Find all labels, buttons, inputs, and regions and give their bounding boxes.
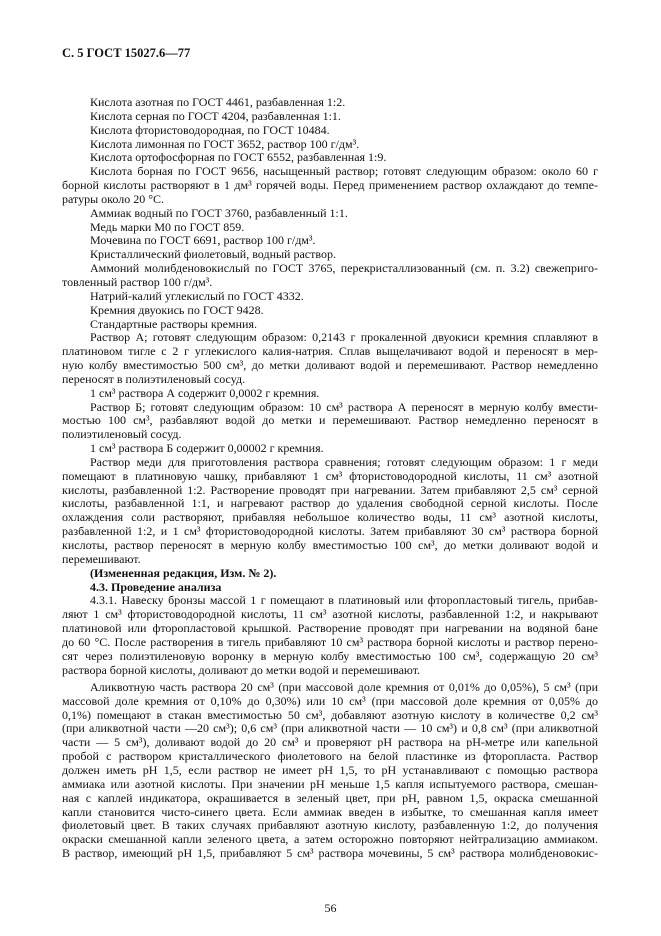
text-line: кислоты, раствор переносят в мерную колбу вместимостью 100 см³, до метки доливают водой и [62,538,598,552]
text-line: пробой с раствором кристаллического фиолетового на белой пластинке из фторопласта. Раствор [62,749,598,764]
text-line: Кремния двуокись по ГОСТ 9428. [90,302,264,317]
paragraph [62,681,598,861]
text-line: Кислота ортофосфорная по ГОСТ 6552, разбавленная 1:9. [90,150,387,165]
text-line: Раствор А; готовят следующим образом: 0,2143 г прокаленной двуокиси кремния сплавляют в [90,330,598,345]
text-line: переносят в полиэтиленовый сосуд. [62,371,246,386]
text-line: Аммоний молибденовокислый по ГОСТ 3765, перекристаллизованный (см. п. 3.2) свежеприго- [90,261,598,276]
text-line: Аммиак водный по ГОСТ 3760, разбавленный 1:1. [90,205,348,220]
paragraph [62,207,598,221]
paragraph [62,110,598,124]
text-line: Кислота серная по ГОСТ 4204, разбавленная 1:1. [90,108,341,123]
text-line: помещают в платиновую чашку, прибавляют 1 см³ фтористоводородной кислоты, 11 см³ азотной [62,468,598,483]
text-line: Кислота азотная по ГОСТ 4461, разбавленная 1:2. [90,95,346,109]
paragraph [62,304,598,318]
text-line: Аликвотную часть раствора 20 см³ (при массовой доле кремния от 0,01% до 0,05%), 5 см³ (при [90,679,598,694]
text-line: аммиака или азотной кислоты. При значении рН меньше 1,5 капля испытуемого раствора, смешан- [62,776,598,791]
paragraph [62,387,598,401]
text-line: мостью 100 см³, разбавляют водой до метки и перемешивают. Раствор немедленно переносят в [62,413,598,428]
text-line: 4.3. Проведение анализа [90,579,222,594]
paragraph [62,96,598,110]
paragraph [62,331,598,386]
text-line: товленный раствор 100 г/дм³. [62,274,213,289]
text-line: борной кислоты растворяют в 1 дм³ горячей воды. Перед применением раствор охлаждают до темпе- [62,178,598,193]
paragraph [62,151,598,165]
text-line: Кислота фтористоводородная, по ГОСТ 10484. [90,122,330,137]
text-line: Кислота лимонная по ГОСТ 3652, раствор 100 г/дм³. [90,136,360,151]
text-line: ратуры около 20 °С. [62,191,165,206]
text-line: окраски смешанной капли зеленого цвета, а затем осторожно повторяют нейтрализацию аммиаком. [62,832,598,847]
text-line: ную колбу вместимостью 500 см³, до метки доливают водой и перемешивают. Раствор немедленно [62,358,598,373]
paragraph [62,456,598,567]
paragraph [62,124,598,138]
text-line: Кислота борная по ГОСТ 9656, насыщенный раствор; готовят следующим образом: около 60 г [90,164,598,179]
paragraph [62,138,598,152]
text-line: Раствор меди для приготовления раствора сравнения; готовят следующим образом: 1 г меди [90,454,598,469]
text-line: кислоты, разбавленной 1:1, и нагревают раствор до удаления свободной серной кислоты. После [62,496,598,511]
text-line: 4.3.1. Навеску бронзы массой 1 г помещают в платиновый или фторопластовый тигель, прибав- [90,593,598,608]
text-line: части — 5 см³), доливают водой до 20 см³ и проверяют рН раствора на рН-метре или капельной [62,735,598,750]
text-line: кислоты, разбавленной 1:2. Растворение проводят при нагревании. Затем прибавляют 2,5 см³ серной [62,482,598,497]
text-line: Раствор Б; готовят следующим образом: 10 см³ раствора А переносят в мерную колбу вмести- [90,399,598,414]
paragraph [62,594,598,677]
text-line: (Измененная редакция, Изм. № 2). [90,565,277,580]
text-line: ная с каплей индикатора, окрашивается в зеленый цвет, при рН, равном 1,5, окраска смешанной [62,790,598,805]
text-line: (при аликвотной части —20 см³); 0,6 см³ (при аликвотной части — 10 см³) и 0,8 см³ (при аликвотной [62,721,598,736]
text-line: массовой доле кремния от 0,10% до 0,30%) или 10 см³ (при массовой доле кремния от 0,05% до [62,693,598,708]
paragraph [62,165,598,207]
text-line: Натрий-калий углекислый по ГОСТ 4332. [90,288,304,303]
text-line: капли становится чисто-синего цвета. Если аммиак введен в избытке, то смешанная капля имеет [62,804,598,819]
text-line: Кристаллический фиолетовый, водный раствор. [90,247,336,262]
paragraph [62,442,598,456]
paragraph [62,221,598,235]
text-line: В раствор, имеющий рН 1,5, прибавляют 5 см³ раствора мочевины, 5 см³ раствора молибденовокис- [62,846,598,861]
text-line: охлаждения соли растворяют, прибавляя небольшое количество воды, 11 см³ азотной кислоты, [62,510,598,525]
paragraph [62,248,598,262]
text-line: разбавленной 1:2, и 1 см³ фтористоводородной кислоты. Затем прибавляют 30 см³ раствора борной [62,524,598,539]
paragraph [62,234,598,248]
text-line: раствора борной кислоты, доливают до метки водой и перемешивают. [62,662,421,677]
text-line: Медь марки М0 по ГОСТ 859. [90,219,245,234]
text-line: Мочевина по ГОСТ 6691, раствор 100 г/дм³. [90,233,316,248]
bold-paragraph [62,581,598,595]
text-line: ляют 1 см³ фтористоводородной кислоты, 11 см³ азотной кислоты, разбавленной 1:2, и накрывают [62,607,598,622]
page-number: 56 [324,901,337,915]
bold-paragraph [62,567,598,581]
paragraph [62,262,598,290]
text-line: Стандартные растворы кремния. [90,316,257,331]
text-line: фиолетовый цвет. В таких случаях прибавляют азотную кислоту, разбавленную 1:2, до получения [62,818,598,833]
text-line: полиэтиленовый сосуд. [62,427,182,442]
text-line: 0,1%) помещают в стакан вместимостью 50 см³, добавляют азотную кислоту в количестве 0,2 см³ [62,707,598,722]
text-line: должен иметь рН 1,5, если раствор не имеет рН 1,5, то рН устанавливают с помощью раствора [62,763,598,777]
text-line: платиновой или фторопластовой крышкой. Растворение проводят при нагревании на водяной бане [62,621,598,636]
running-header: С. 5 ГОСТ 15027.6—77 [62,46,191,60]
document-body [62,96,598,861]
text-line: перемешивают. [62,551,141,566]
text-line: сят через полиэтиленовую воронку в мерную колбу вместимостью 100 см³, содержащую 20 см³ [62,648,598,663]
text-line: до 60 °С. После растворения в тигель прибавляют 10 см³ раствора борной кислоты и раствор перено- [62,634,598,649]
text-line: 1 см³ раствора Б содержит 0,00002 г кремния. [90,441,324,456]
text-line: платиновом тигле с 2 г углекислого калия-натрия. Сплав выщелачивают водой и переносят в мер- [62,344,598,359]
text-line: 1 см³ раствора А содержит 0,0002 г кремния. [90,385,320,400]
paragraph [62,318,598,332]
paragraph [62,290,598,304]
paragraph [62,401,598,443]
